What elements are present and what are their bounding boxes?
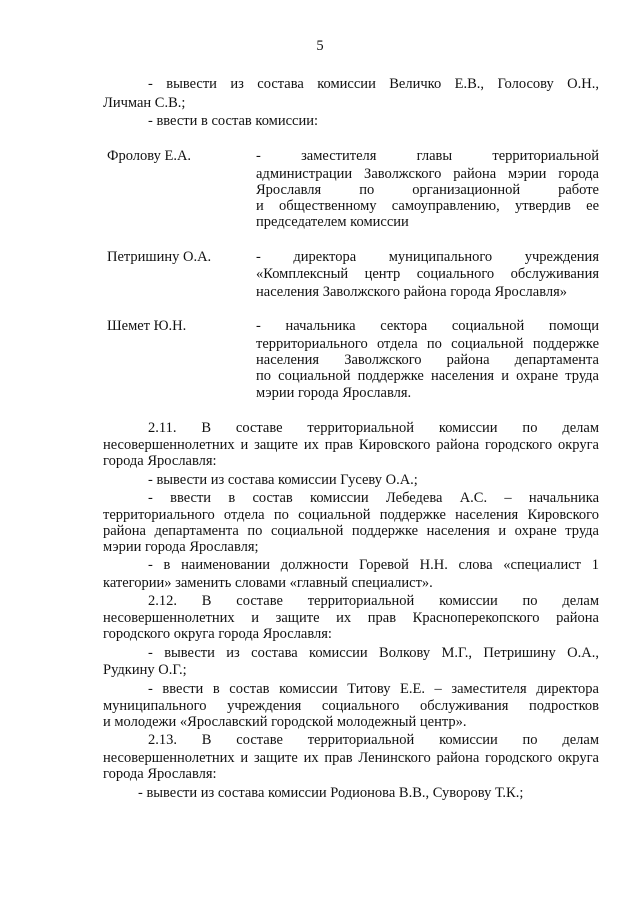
page-number: 5 bbox=[316, 38, 324, 54]
member-name: Петришину О.А. bbox=[107, 249, 212, 265]
paragraph-2-12-heading: 2.12. В составе территориальной комиссии по делам bbox=[148, 593, 599, 609]
paragraph-line: несовершеннолетних и защите их прав Ленинского района городского округа bbox=[103, 750, 599, 766]
paragraph-line: - вывести из состава комиссии Волкову М.Г., Петришину О.А., bbox=[148, 645, 599, 661]
paragraph-line: - в наименовании должности Горевой Н.Н. слова «специалист 1 bbox=[148, 557, 599, 573]
paragraph-line: - вывести из состава комиссии Гусеву О.А.; bbox=[148, 472, 418, 488]
paragraph-line: категории» заменить словами «главный специалист». bbox=[103, 575, 433, 591]
paragraph-line: города Ярославля: bbox=[103, 766, 217, 782]
paragraph-line: муниципального учреждения социального обслуживания подростков bbox=[103, 698, 599, 714]
paragraph-line: города Ярославля: bbox=[103, 453, 217, 469]
member-description-line: по социальной поддержке населения и охране труда bbox=[256, 368, 599, 384]
paragraph-line: несовершеннолетних и защите их прав Кировского района городского округа bbox=[103, 437, 599, 453]
member-name: Фролову Е.А. bbox=[107, 148, 192, 164]
paragraph-line: городского округа города Ярославля: bbox=[103, 626, 332, 642]
paragraph-line: - ввести в состав комиссии Титову Е.Е. – заместителя директора bbox=[148, 681, 599, 697]
remove-members-line: - вывести из состава комиссии Величко Е.В., Голосову О.Н., bbox=[148, 76, 599, 92]
member-description-line: администрации Заволжского района мэрии города bbox=[256, 166, 599, 182]
paragraph-line: мэрии города Ярославля; bbox=[103, 539, 259, 555]
paragraph-line: и молодежи «Ярославский городской молодежный центр». bbox=[103, 714, 467, 730]
paragraph-line: несовершеннолетних и защите их прав Красноперекопского района bbox=[103, 610, 599, 626]
member-description-line: и общественному самоуправлению, утвердив ее bbox=[256, 198, 599, 214]
paragraph-line: - ввести в состав комиссии Лебедева А.С. – начальника bbox=[148, 490, 599, 506]
paragraph-2-13-heading: 2.13. В составе территориальной комиссии по делам bbox=[148, 732, 599, 748]
add-members-intro: - ввести в состав комиссии: bbox=[148, 113, 319, 129]
member-name: Шемет Ю.Н. bbox=[107, 318, 187, 334]
paragraph-line: района департамента по социальной поддержке населения и охране труда bbox=[103, 523, 599, 539]
member-description-line: Ярославля по организационной работе bbox=[256, 182, 599, 198]
paragraph-line: Рудкину О.Г.; bbox=[103, 662, 187, 678]
member-description-line: населения Заволжского района департамента bbox=[256, 352, 599, 368]
member-description-line: населения Заволжского района города Ярославля» bbox=[256, 284, 568, 300]
paragraph-line: - вывести из состава комиссии Родионова В.В., Суворову Т.К.; bbox=[138, 785, 524, 801]
remove-members-line: Личман С.В.; bbox=[103, 95, 186, 111]
paragraph-2-11-heading: 2.11. В составе территориальной комиссии по делам bbox=[148, 420, 599, 436]
member-description-line: - начальника сектора социальной помощи bbox=[256, 318, 599, 334]
member-description-line: «Комплексный центр социального обслуживания bbox=[256, 266, 599, 282]
member-description-line: территориального отдела по социальной поддержке bbox=[256, 336, 599, 352]
member-description-line: - директора муниципального учреждения bbox=[256, 249, 599, 265]
member-description-line: мэрии города Ярославля. bbox=[256, 385, 412, 401]
member-description-line: - заместителя главы территориальной bbox=[256, 148, 599, 164]
member-description-line: председателем комиссии bbox=[256, 214, 409, 230]
paragraph-line: территориального отдела по социальной поддержке населения Кировского bbox=[103, 507, 599, 523]
